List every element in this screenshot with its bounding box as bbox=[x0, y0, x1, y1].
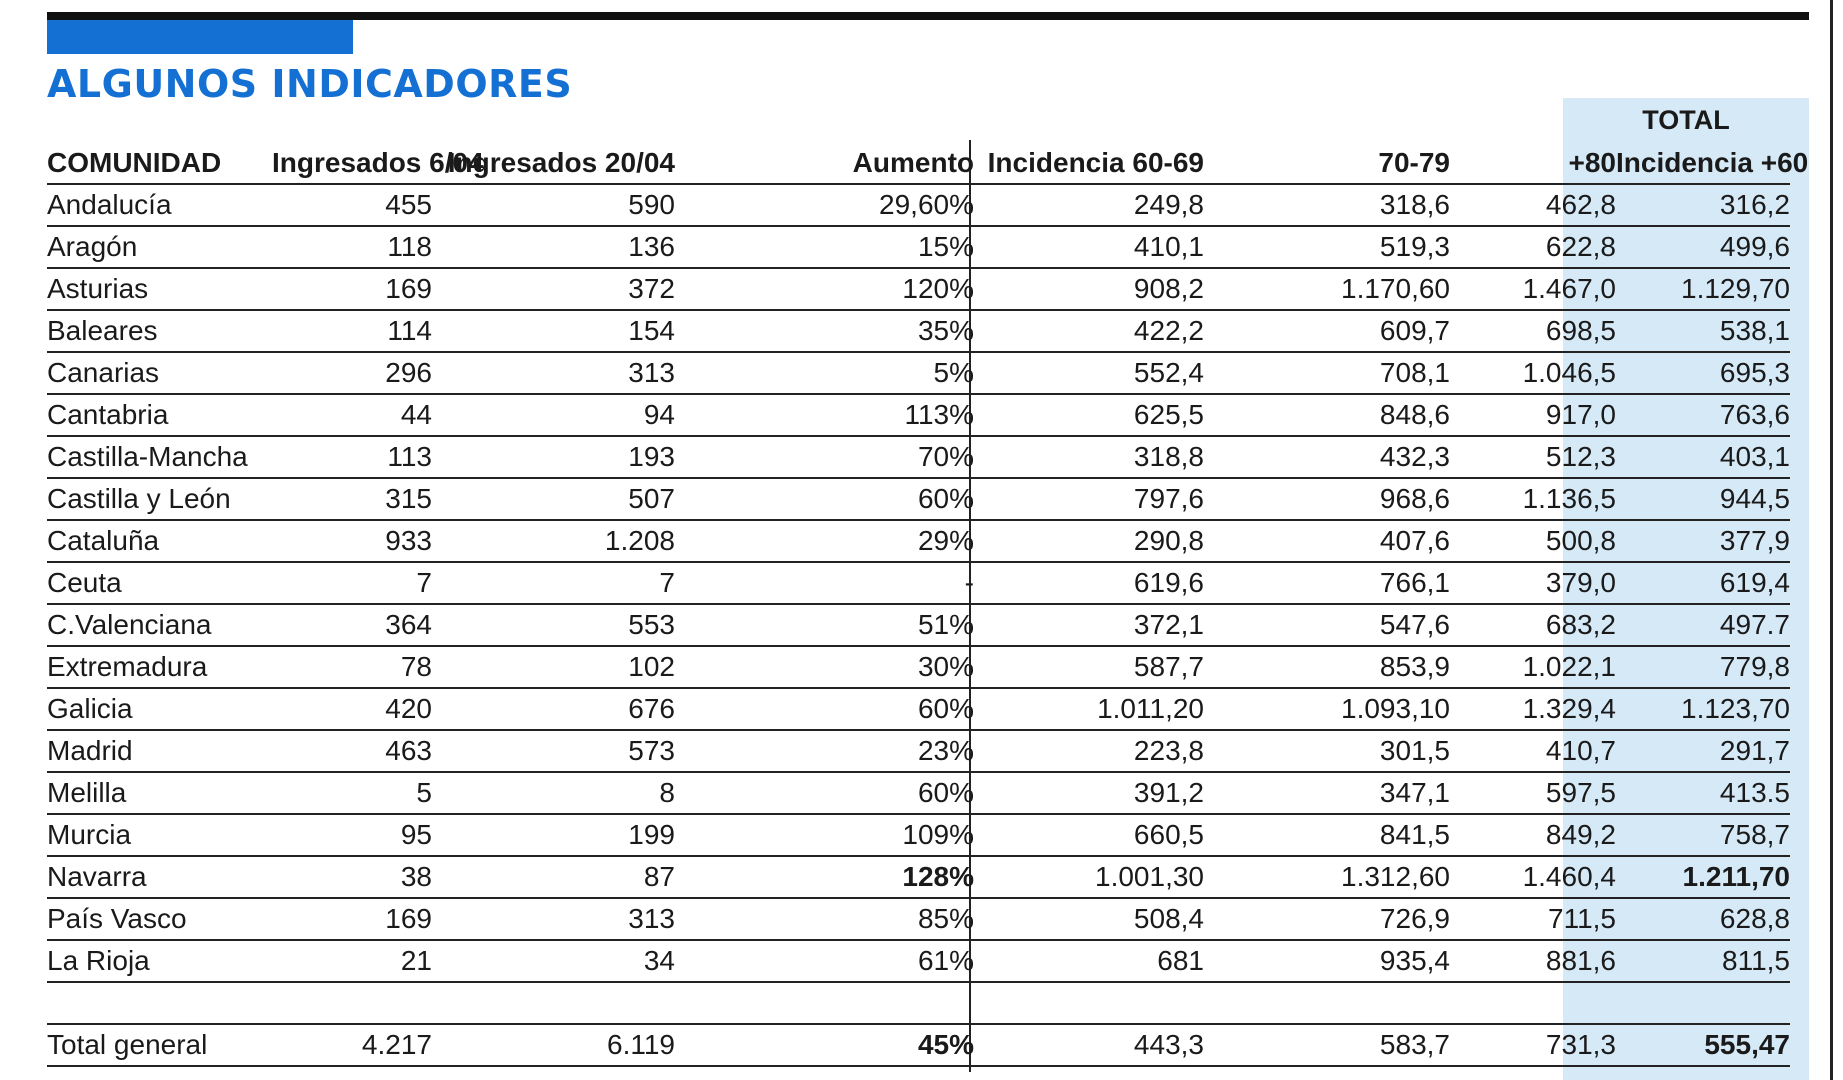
cell-incidencia-80: 512,3 bbox=[1450, 436, 1616, 478]
cell-total-incidencia: 811,5 bbox=[1616, 940, 1790, 982]
cell-ingresados-20: 590 bbox=[432, 184, 675, 226]
cell-total-incidencia: 619,4 bbox=[1616, 562, 1790, 604]
cell-aumento: 109% bbox=[675, 814, 974, 856]
cell-incidencia-60: 249,8 bbox=[974, 184, 1204, 226]
cell-incidencia-80: 1.022,1 bbox=[1450, 646, 1616, 688]
cell-incidencia-60: 908,2 bbox=[974, 268, 1204, 310]
cell-incidencia-80: 849,2 bbox=[1450, 814, 1616, 856]
table-row bbox=[47, 604, 1790, 646]
cell-incidencia-80: 683,2 bbox=[1450, 604, 1616, 646]
cell-aumento: - bbox=[675, 562, 974, 604]
cell-total-incidencia: 403,1 bbox=[1616, 436, 1790, 478]
cell-incidencia-80: 597,5 bbox=[1450, 772, 1616, 814]
cell-comunidad: La Rioja bbox=[47, 940, 272, 982]
col-header-incidencia-80: +80 bbox=[1450, 143, 1616, 184]
total-row bbox=[47, 1024, 1790, 1066]
cell-ingresados-20: 6.119 bbox=[432, 1024, 675, 1066]
cell-incidencia-70: 935,4 bbox=[1204, 940, 1450, 982]
cell-incidencia-80: 1.046,5 bbox=[1450, 352, 1616, 394]
col-header-incidencia-70: 70-79 bbox=[1204, 143, 1450, 184]
spacer-cell bbox=[432, 982, 675, 1024]
col-header-ingresados-20: Ingresados 20/04 bbox=[432, 143, 675, 184]
cell-comunidad: Canarias bbox=[47, 352, 272, 394]
cell-incidencia-60: 422,2 bbox=[974, 310, 1204, 352]
cell-total-incidencia: 413.5 bbox=[1616, 772, 1790, 814]
cell-incidencia-70: 841,5 bbox=[1204, 814, 1450, 856]
cell-incidencia-70: 968,6 bbox=[1204, 478, 1450, 520]
cell-incidencia-80: 622,8 bbox=[1450, 226, 1616, 268]
cell-comunidad: Navarra bbox=[47, 856, 272, 898]
cell-aumento: 61% bbox=[675, 940, 974, 982]
table-row bbox=[47, 562, 1790, 604]
cell-incidencia-70: 407,6 bbox=[1204, 520, 1450, 562]
cell-incidencia-60: 587,7 bbox=[974, 646, 1204, 688]
cell-total-incidencia: 377,9 bbox=[1616, 520, 1790, 562]
cell-incidencia-60: 508,4 bbox=[974, 898, 1204, 940]
cell-comunidad: Extremadura bbox=[47, 646, 272, 688]
cell-incidencia-80: 1.329,4 bbox=[1450, 688, 1616, 730]
table-row bbox=[47, 520, 1790, 562]
cell-incidencia-80: 881,6 bbox=[1450, 940, 1616, 982]
cell-ingresados-20: 154 bbox=[432, 310, 675, 352]
cell-incidencia-80: 410,7 bbox=[1450, 730, 1616, 772]
cell-incidencia-60: 1.001,30 bbox=[974, 856, 1204, 898]
cell-aumento: 120% bbox=[675, 268, 974, 310]
spacer-cell bbox=[675, 982, 974, 1024]
cell-comunidad: Melilla bbox=[47, 772, 272, 814]
cell-incidencia-80: 731,3 bbox=[1450, 1024, 1616, 1066]
cell-comunidad: Ceuta bbox=[47, 562, 272, 604]
spacer-cell bbox=[1204, 982, 1450, 1024]
cell-comunidad: Aragón bbox=[47, 226, 272, 268]
cell-aumento: 30% bbox=[675, 646, 974, 688]
cell-incidencia-80: 379,0 bbox=[1450, 562, 1616, 604]
cell-total-incidencia: 1.129,70 bbox=[1616, 268, 1790, 310]
cell-ingresados-20: 199 bbox=[432, 814, 675, 856]
cell-total-incidencia: 758,7 bbox=[1616, 814, 1790, 856]
cell-ingresados-20: 94 bbox=[432, 394, 675, 436]
total-header-top: TOTAL bbox=[1642, 105, 1730, 135]
cell-incidencia-70: 708,1 bbox=[1204, 352, 1450, 394]
cell-ingresados-20: 313 bbox=[432, 352, 675, 394]
cell-comunidad: Castilla y León bbox=[47, 478, 272, 520]
table-row bbox=[47, 310, 1790, 352]
cell-total-incidencia: 1.123,70 bbox=[1616, 688, 1790, 730]
cell-total-incidencia: 555,47 bbox=[1616, 1024, 1790, 1066]
cell-incidencia-60: 223,8 bbox=[974, 730, 1204, 772]
col-header-aumento: Aumento bbox=[675, 143, 974, 184]
cell-incidencia-70: 432,3 bbox=[1204, 436, 1450, 478]
cell-comunidad: Total general bbox=[47, 1024, 272, 1066]
cell-aumento: 60% bbox=[675, 772, 974, 814]
cell-incidencia-70: 1.170,60 bbox=[1204, 268, 1450, 310]
cell-aumento: 128% bbox=[675, 856, 974, 898]
cell-incidencia-60: 619,6 bbox=[974, 562, 1204, 604]
spacer-cell bbox=[47, 982, 272, 1024]
cell-aumento: 29% bbox=[675, 520, 974, 562]
cell-ingresados-20: 34 bbox=[432, 940, 675, 982]
table-row bbox=[47, 478, 1790, 520]
cell-comunidad: Asturias bbox=[47, 268, 272, 310]
cell-incidencia-60: 443,3 bbox=[974, 1024, 1204, 1066]
table-row bbox=[47, 436, 1790, 478]
cell-ingresados-6: 113 bbox=[272, 436, 432, 478]
accent-bar bbox=[47, 20, 353, 54]
cell-aumento: 51% bbox=[675, 604, 974, 646]
cell-ingresados-20: 313 bbox=[432, 898, 675, 940]
cell-ingresados-6: 455 bbox=[272, 184, 432, 226]
cell-comunidad: Galicia bbox=[47, 688, 272, 730]
header-row bbox=[47, 143, 1790, 184]
cell-incidencia-80: 917,0 bbox=[1450, 394, 1616, 436]
cell-incidencia-70: 726,9 bbox=[1204, 898, 1450, 940]
cell-incidencia-70: 1.093,10 bbox=[1204, 688, 1450, 730]
cell-comunidad: Madrid bbox=[47, 730, 272, 772]
cell-incidencia-60: 410,1 bbox=[974, 226, 1204, 268]
cell-total-incidencia: 497.7 bbox=[1616, 604, 1790, 646]
cell-incidencia-80: 462,8 bbox=[1450, 184, 1616, 226]
table-row bbox=[47, 940, 1790, 982]
table-row bbox=[47, 856, 1790, 898]
cell-total-incidencia: 695,3 bbox=[1616, 352, 1790, 394]
table-row bbox=[47, 772, 1790, 814]
cell-ingresados-6: 78 bbox=[272, 646, 432, 688]
cell-total-incidencia: 763,6 bbox=[1616, 394, 1790, 436]
cell-ingresados-20: 676 bbox=[432, 688, 675, 730]
cell-comunidad: País Vasco bbox=[47, 898, 272, 940]
table-row bbox=[47, 352, 1790, 394]
col-header-incidencia-60: Incidencia 60-69 bbox=[974, 143, 1204, 184]
table-row bbox=[47, 646, 1790, 688]
cell-incidencia-70: 766,1 bbox=[1204, 562, 1450, 604]
cell-ingresados-20: 193 bbox=[432, 436, 675, 478]
table-row bbox=[47, 688, 1790, 730]
cell-incidencia-80: 1.467,0 bbox=[1450, 268, 1616, 310]
cell-incidencia-70: 301,5 bbox=[1204, 730, 1450, 772]
cell-incidencia-70: 519,3 bbox=[1204, 226, 1450, 268]
table-row bbox=[47, 394, 1790, 436]
cell-incidencia-60: 318,8 bbox=[974, 436, 1204, 478]
cell-incidencia-80: 711,5 bbox=[1450, 898, 1616, 940]
cell-incidencia-70: 347,1 bbox=[1204, 772, 1450, 814]
cell-aumento: 70% bbox=[675, 436, 974, 478]
spacer-cell bbox=[974, 982, 1204, 1024]
cell-incidencia-60: 625,5 bbox=[974, 394, 1204, 436]
cell-ingresados-20: 573 bbox=[432, 730, 675, 772]
cell-incidencia-60: 391,2 bbox=[974, 772, 1204, 814]
cell-total-incidencia: 1.211,70 bbox=[1616, 856, 1790, 898]
cell-ingresados-20: 507 bbox=[432, 478, 675, 520]
cell-total-incidencia: 499,6 bbox=[1616, 226, 1790, 268]
cell-ingresados-6: 44 bbox=[272, 394, 432, 436]
cell-aumento: 113% bbox=[675, 394, 974, 436]
cell-total-incidencia: 628,8 bbox=[1616, 898, 1790, 940]
cell-ingresados-6: 4.217 bbox=[272, 1024, 432, 1066]
cell-ingresados-6: 420 bbox=[272, 688, 432, 730]
table-row bbox=[47, 898, 1790, 940]
cell-total-incidencia: 944,5 bbox=[1616, 478, 1790, 520]
cell-incidencia-80: 1.460,4 bbox=[1450, 856, 1616, 898]
cell-ingresados-6: 169 bbox=[272, 268, 432, 310]
cell-comunidad: Cataluña bbox=[47, 520, 272, 562]
cell-aumento: 15% bbox=[675, 226, 974, 268]
indicators-table bbox=[47, 143, 1809, 1067]
cell-total-incidencia: 291,7 bbox=[1616, 730, 1790, 772]
cell-ingresados-20: 102 bbox=[432, 646, 675, 688]
top-rule bbox=[47, 12, 1809, 20]
spacer-cell bbox=[1450, 982, 1616, 1024]
cell-aumento: 5% bbox=[675, 352, 974, 394]
cell-total-incidencia: 538,1 bbox=[1616, 310, 1790, 352]
cell-ingresados-20: 136 bbox=[432, 226, 675, 268]
cell-aumento: 23% bbox=[675, 730, 974, 772]
cell-incidencia-70: 848,6 bbox=[1204, 394, 1450, 436]
page-title: ALGUNOS INDICADORES bbox=[47, 62, 573, 106]
cell-incidencia-80: 698,5 bbox=[1450, 310, 1616, 352]
cell-aumento: 35% bbox=[675, 310, 974, 352]
cell-ingresados-6: 95 bbox=[272, 814, 432, 856]
table-body bbox=[47, 184, 1790, 1066]
cell-comunidad: Andalucía bbox=[47, 184, 272, 226]
spacer-row bbox=[47, 982, 1790, 1024]
spacer-cell bbox=[272, 982, 432, 1024]
cell-comunidad: Baleares bbox=[47, 310, 272, 352]
cell-ingresados-20: 372 bbox=[432, 268, 675, 310]
table-row bbox=[47, 730, 1790, 772]
right-edge-rule bbox=[1830, 0, 1833, 1080]
cell-ingresados-6: 21 bbox=[272, 940, 432, 982]
cell-incidencia-80: 1.136,5 bbox=[1450, 478, 1616, 520]
cell-ingresados-6: 114 bbox=[272, 310, 432, 352]
cell-ingresados-6: 7 bbox=[272, 562, 432, 604]
cell-aumento: 60% bbox=[675, 478, 974, 520]
cell-incidencia-70: 318,6 bbox=[1204, 184, 1450, 226]
cell-aumento: 45% bbox=[675, 1024, 974, 1066]
table-row bbox=[47, 226, 1790, 268]
cell-ingresados-20: 7 bbox=[432, 562, 675, 604]
col-header-comunidad: COMUNIDAD bbox=[47, 143, 272, 184]
cell-ingresados-20: 8 bbox=[432, 772, 675, 814]
cell-ingresados-20: 553 bbox=[432, 604, 675, 646]
cell-incidencia-70: 853,9 bbox=[1204, 646, 1450, 688]
cell-total-incidencia: 316,2 bbox=[1616, 184, 1790, 226]
cell-comunidad: Castilla-Mancha bbox=[47, 436, 272, 478]
table-row bbox=[47, 268, 1790, 310]
cell-incidencia-60: 1.011,20 bbox=[974, 688, 1204, 730]
cell-incidencia-60: 681 bbox=[974, 940, 1204, 982]
cell-ingresados-6: 118 bbox=[272, 226, 432, 268]
cell-incidencia-70: 1.312,60 bbox=[1204, 856, 1450, 898]
spacer-cell bbox=[1616, 982, 1790, 1024]
cell-ingresados-20: 87 bbox=[432, 856, 675, 898]
cell-ingresados-6: 38 bbox=[272, 856, 432, 898]
table-row bbox=[47, 814, 1790, 856]
table-row bbox=[47, 184, 1790, 226]
cell-ingresados-6: 315 bbox=[272, 478, 432, 520]
col-header-total-incidencia: Incidencia +60 bbox=[1616, 143, 1790, 184]
cell-incidencia-60: 372,1 bbox=[974, 604, 1204, 646]
cell-ingresados-6: 933 bbox=[272, 520, 432, 562]
cell-incidencia-70: 583,7 bbox=[1204, 1024, 1450, 1066]
cell-ingresados-20: 1.208 bbox=[432, 520, 675, 562]
cell-comunidad: C.Valenciana bbox=[47, 604, 272, 646]
cell-incidencia-70: 609,7 bbox=[1204, 310, 1450, 352]
cell-incidencia-60: 660,5 bbox=[974, 814, 1204, 856]
cell-comunidad: Murcia bbox=[47, 814, 272, 856]
cell-comunidad: Cantabria bbox=[47, 394, 272, 436]
cell-ingresados-6: 296 bbox=[272, 352, 432, 394]
cell-aumento: 29,60% bbox=[675, 184, 974, 226]
cell-ingresados-6: 364 bbox=[272, 604, 432, 646]
cell-aumento: 85% bbox=[675, 898, 974, 940]
cell-incidencia-80: 500,8 bbox=[1450, 520, 1616, 562]
cell-ingresados-6: 169 bbox=[272, 898, 432, 940]
cell-ingresados-6: 463 bbox=[272, 730, 432, 772]
col-header-ingresados-6: Ingresados 6/04 bbox=[272, 143, 432, 184]
cell-incidencia-60: 552,4 bbox=[974, 352, 1204, 394]
cell-incidencia-60: 290,8 bbox=[974, 520, 1204, 562]
cell-ingresados-6: 5 bbox=[272, 772, 432, 814]
cell-total-incidencia: 779,8 bbox=[1616, 646, 1790, 688]
cell-aumento: 60% bbox=[675, 688, 974, 730]
cell-incidencia-70: 547,6 bbox=[1204, 604, 1450, 646]
cell-incidencia-60: 797,6 bbox=[974, 478, 1204, 520]
